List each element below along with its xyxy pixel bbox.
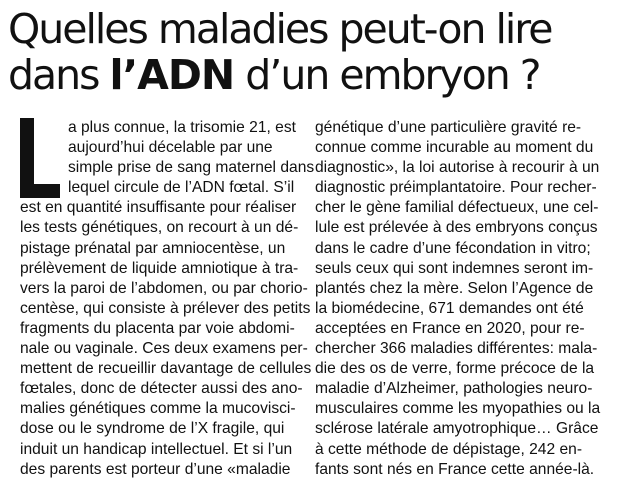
article-right-column [315,118,615,480]
right-column-line: dans le cadre d’une fécondation in vitro; [315,239,591,257]
left-column-line: malies génétiques comme la mucovisci- [20,400,296,418]
left-column-line: vers la paroi de l’abdomen, ou par chorio- [20,279,308,297]
right-column-line: fants sont nés en France cette année-là. [315,460,595,478]
left-column-line: fragments du placenta par voie abdomi- [20,319,295,337]
right-column-line: diagnostic préimplantatoire. Pour recher- [315,179,597,197]
headline-line-1: Quelles maladies peut-on lire [8,5,552,53]
left-column-line: prélèvement de liquide amniotique à tra- [20,259,299,277]
left-column-line: induit un handicap intellectuel. Et si l’un [20,440,293,458]
headline-line-2-end: d’un embryon ? [234,51,540,99]
article-left-column [20,118,315,480]
right-column-line: diagnostic», la loi autorise à recourir à un [315,159,600,177]
headline-keyword: l’ADN [109,51,235,99]
left-column-line: centèse, qui consiste à prélever des petits [20,299,311,317]
left-column-line: les tests génétiques, on recourt à un dé- [20,219,299,237]
right-column-line: sclérose latérale amyotrophique… Grâce [315,420,599,438]
left-column-line: mettent de recueillir davantage de cellules [20,360,312,378]
left-column-line: aujourd’hui décelable par une [68,139,273,157]
left-column-line: dose ou le syndrome de l’X fragile, qui [20,420,285,438]
left-column-line: est en quantité insuffisante pour réaliser [20,199,297,217]
left-column-line: lequel circule de l’ADN fœtal. S’il [68,179,295,197]
headline-line-2-start: dans [8,51,110,99]
right-column-line: à cette méthode de dépistage, 242 en- [315,440,583,458]
right-column-line: seuls ceux qui sont indemnes seront im- [315,259,594,277]
left-column-line: nale ou vaginale. Ces deux examens per- [20,340,308,358]
left-column-line: fœtales, donc de détecter aussi des ano- [20,380,303,398]
article-headline [8,6,614,98]
left-column-line: simple prise de sang maternel dans [68,159,315,177]
right-column-line: plantés chez la mère. Selon l’Agence de [315,279,594,297]
right-column-line: génétique d’une particulière gravité re- [315,119,582,136]
right-column-line: la biomédecine, 671 demandes ont été [315,299,584,317]
right-column-line: acceptées en France en 2020, pour re- [315,319,585,337]
right-column-line: maladie d’Alzheimer, pathologies neuro- [315,380,593,398]
left-column-line: a plus connue, la trisomie 21, est [68,119,296,136]
right-column-line: chercher 366 maladies différentes: mala- [315,340,598,358]
right-column-line: die des os de verre, forme précoce de la [315,360,595,378]
left-column-line: pistage prénatal par amniocentèse, un [20,239,286,257]
right-column-line: connue comme incurable au moment du [315,139,594,157]
right-column-line: lule est prélevée à des embryons conçus [315,219,598,237]
left-column-line: des parents est porteur d’une «maladie [20,460,291,478]
right-column-line: cher le gène familial défectueux, une cel- [315,199,599,217]
right-column-line: musculaires comme les myopathies ou la [315,400,601,418]
headline-line-2 [8,52,614,98]
